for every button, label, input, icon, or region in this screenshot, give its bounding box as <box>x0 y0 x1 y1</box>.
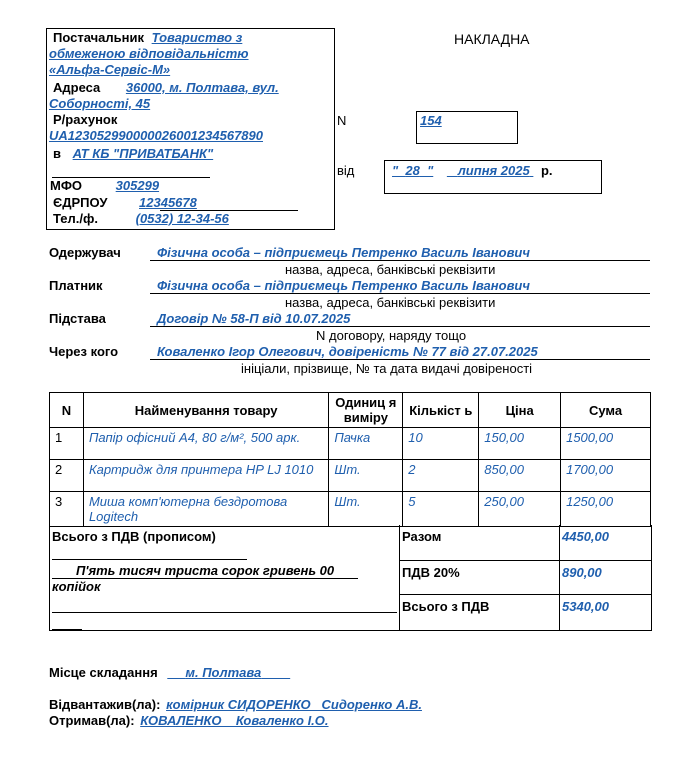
payer-value: Фізична особа – підприємець Петренко Василь Іванович <box>157 278 530 293</box>
table-row <box>50 428 651 460</box>
via-value: Коваленко Ігор Олегович, довіреність № 77 від 27.07.2025 <box>157 344 538 359</box>
row-unit: Пачка <box>329 428 403 460</box>
row-qty: 5 <box>403 492 479 527</box>
payer-label: Платник <box>49 278 103 293</box>
row-name: Папір офісний А4, 80 г/м², 500 арк. <box>83 428 328 460</box>
supplier-phone-label: Тел./ф. <box>53 211 98 226</box>
supplier-address-1: 36000, м. Полтава, вул. <box>125 80 279 95</box>
col-header-price: Ціна <box>479 393 561 428</box>
recipient-value: Фізична особа – підприємець Петренко Василь Іванович <box>157 245 530 260</box>
supplier-label: Постачальник <box>53 30 144 45</box>
words-label <box>52 529 216 544</box>
row-qty: 10 <box>403 428 479 460</box>
supplier-name-1: Товариство з <box>151 30 243 45</box>
recipient-underline <box>150 260 650 261</box>
col-header-number: N <box>50 393 84 428</box>
words-label-text: Всього з ПДВ (прописом) <box>52 529 216 544</box>
row-number: 3 <box>50 492 84 527</box>
row-unit: Шт. <box>329 460 403 492</box>
basis-label: Підстава <box>49 311 106 326</box>
words-line-1 <box>52 559 247 560</box>
received-line <box>49 713 329 728</box>
basis-hint: N договору, наряду тощо <box>316 328 467 343</box>
table-header-row <box>50 393 651 428</box>
words-line-3 <box>52 612 397 613</box>
supplier-name-2-line <box>49 46 249 61</box>
basis-underline <box>150 326 650 327</box>
row-sum: 1700,00 <box>561 460 651 492</box>
place-line <box>49 665 290 680</box>
total-label: Всього з ПДВ <box>402 599 490 614</box>
supplier-account-label: Р/рахунок <box>53 112 118 127</box>
supplier-bank: АТ КБ "ПРИВАТБАНК" <box>72 146 214 161</box>
row-price: 850,00 <box>479 460 561 492</box>
place-value-text: м. Полтава <box>185 665 262 680</box>
date-day-value: 28 <box>405 163 420 178</box>
basis-value: Договір № 58-П від 10.07.2025 <box>157 311 351 326</box>
supplier-account-line <box>49 128 263 143</box>
payer-hint: назва, адреса, банківські реквізити <box>285 295 496 310</box>
document-title: НАКЛАДНА <box>454 31 530 47</box>
row-sum: 1500,00 <box>561 428 651 460</box>
recipient-label: Одержувач <box>49 245 121 260</box>
supplier-edrpou: 12345678 <box>139 195 197 210</box>
row-name: Картридж для принтера HP LJ 1010 <box>83 460 328 492</box>
supplier-mfo-line <box>50 178 159 193</box>
vat-value: 890,00 <box>562 565 602 580</box>
row-unit: Шт. <box>329 492 403 527</box>
supplier-edrpou-label: ЄДРПОУ <box>53 195 108 210</box>
number-value: 154 <box>420 113 442 128</box>
shipped-label: Відвантажив(ла): <box>49 697 161 712</box>
place-label: Місце складання <box>49 665 158 680</box>
date-label: від <box>337 163 355 178</box>
date-month <box>447 163 533 178</box>
row-qty: 2 <box>403 460 479 492</box>
supplier-phone-line <box>53 211 229 226</box>
table-row <box>50 492 651 527</box>
shipped-line <box>49 697 422 712</box>
supplier-address-2-line <box>49 96 150 111</box>
supplier-account: UA123052990000026001234567890 <box>49 128 263 143</box>
received-label: Отримав(ла): <box>49 713 135 728</box>
subtotal-value: 4450,00 <box>562 529 609 544</box>
supplier-line <box>53 30 242 45</box>
via-hint: ініціали, прізвище, № та дата видачі довіреності <box>241 361 533 376</box>
subtotal-label: Разом <box>402 529 442 544</box>
table-row <box>50 460 651 492</box>
row-number: 2 <box>50 460 84 492</box>
supplier-mfo-label: МФО <box>50 178 83 193</box>
date-suffix: р. <box>540 163 553 178</box>
row-price: 250,00 <box>479 492 561 527</box>
col-header-sum: Сума <box>561 393 651 428</box>
col-header-name: Найменування товару <box>83 393 328 428</box>
supplier-account-label-line <box>53 112 117 127</box>
total-value: 5340,00 <box>562 599 609 614</box>
goods-table <box>49 392 651 527</box>
words-value: П'ять тисяч триста сорок гривень 00 копійок <box>52 563 335 594</box>
number-label: N <box>337 113 347 128</box>
supplier-bank-prefix: в <box>53 146 61 161</box>
vat-label: ПДВ 20% <box>402 565 460 580</box>
row-number: 1 <box>50 428 84 460</box>
totals-divider-2 <box>559 525 560 630</box>
row-name: Миша комп'ютерна бездротова Logitech <box>83 492 328 527</box>
date-day: " 28 " <box>392 163 434 178</box>
col-header-qty: Кількіст ь <box>403 393 479 428</box>
date-line <box>392 163 553 178</box>
totals-row-line-1 <box>399 560 651 561</box>
supplier-phone: (0532) 12-34-56 <box>135 211 229 226</box>
supplier-name-3-line <box>49 62 170 77</box>
place-value <box>167 665 290 680</box>
supplier-address-2: Соборності, 45 <box>49 96 151 111</box>
received-value: КОВАЛЕНКО Коваленко І.О. <box>140 713 329 728</box>
col-header-unit: Одиниц я виміру <box>329 393 403 428</box>
totals-divider-1 <box>399 525 400 630</box>
shipped-value: комірник СИДОРЕНКО Сидоренко А.В. <box>166 697 422 712</box>
supplier-name-3: «Альфа-Сервіс-М» <box>49 62 171 77</box>
totals-row-line-2 <box>399 594 651 595</box>
recipient-hint: назва, адреса, банківські реквізити <box>285 262 496 277</box>
words-line-2 <box>52 578 358 579</box>
supplier-address-label: Адреса <box>53 80 101 95</box>
supplier-name-2: обмеженою відповідальністю <box>49 46 249 61</box>
payer-underline <box>150 293 650 294</box>
row-price: 150,00 <box>479 428 561 460</box>
supplier-bank-line <box>53 146 213 161</box>
supplier-address-line <box>53 80 279 95</box>
date-month-value: липня 2025 <box>457 163 530 178</box>
via-underline <box>150 359 650 360</box>
supplier-edrpou-line <box>53 195 197 210</box>
words-line-4 <box>52 629 82 630</box>
via-label: Через кого <box>49 344 119 359</box>
supplier-mfo: 305299 <box>115 178 160 193</box>
row-sum: 1250,00 <box>561 492 651 527</box>
